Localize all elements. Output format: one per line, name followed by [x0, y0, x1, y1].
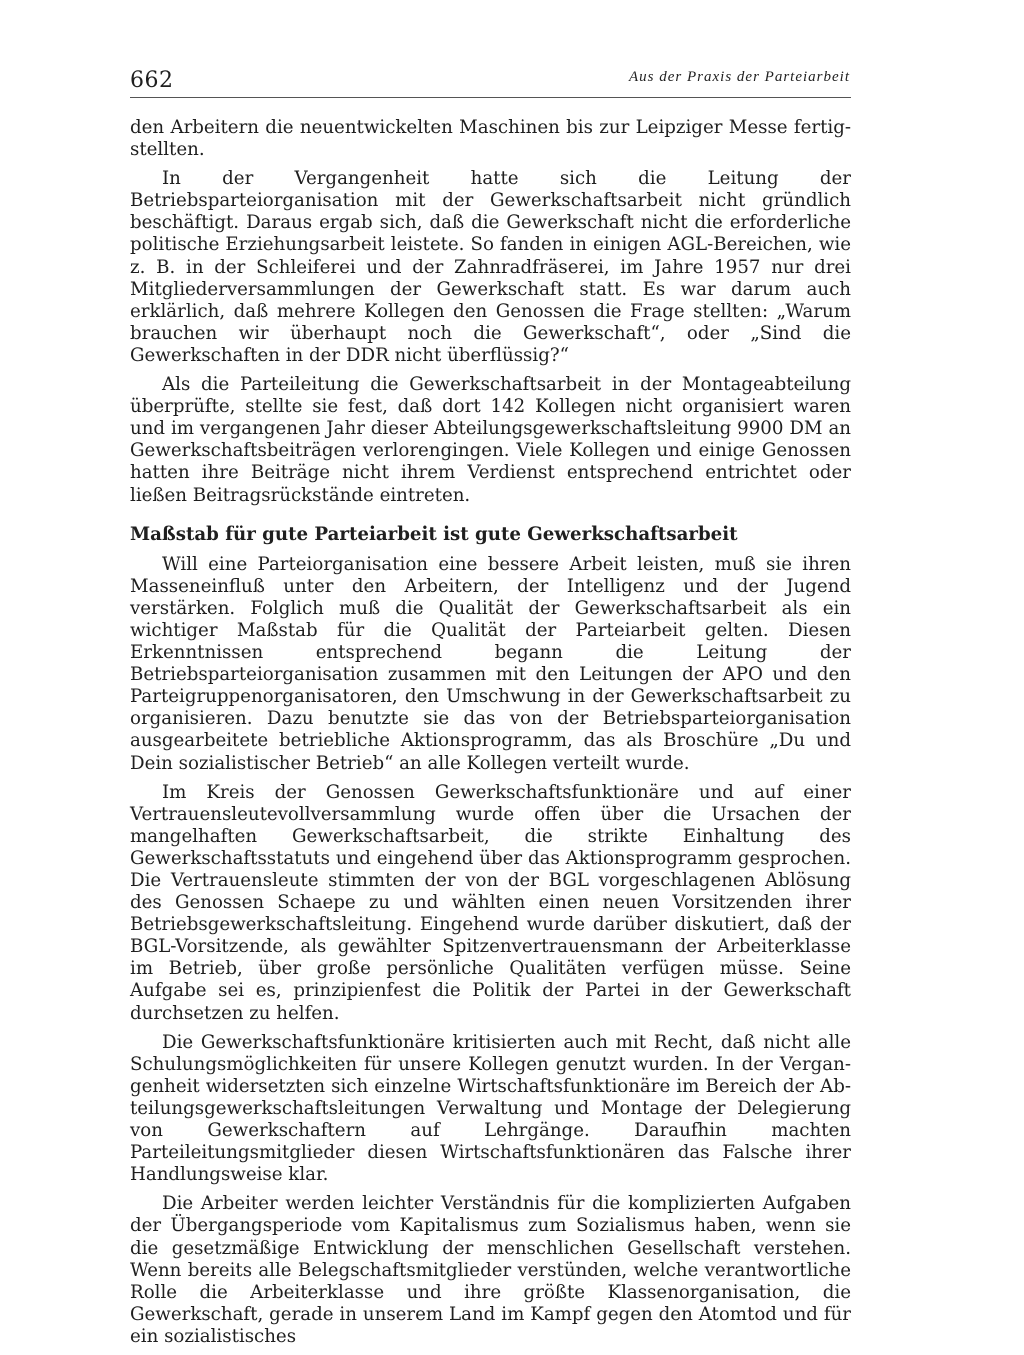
paragraph: den Arbeitern die neuentwickelten Maschinen bis zur Leipziger Messe fertigstellten.	[130, 117, 851, 161]
paragraph: Im Kreis der Genossen Gewerkschaftsfunktionäre und auf einer Vertrauensleutevollversammlung wurde offen über die Ursachen der mangelhaften Gewerkschaftsarbeit, die strikte Einhaltung des Gewerkschaftsstatuts und eingehend über das Aktionsprogramm gesprochen. Die Vertrauensleute stimmten der von der BGL vorgeschlagenen Ablösung des Genossen Schaepe zu und wählten einen neuen Vorsitzenden ihrer Betriebsgewerkschaftsleitung. Eingehend wurde darüber diskutiert, daß der BGL-Vorsitzende, als gewählter Spitzenvertrauensmann der Arbeiterklasse im Betrieb, über große persönliche Qualitäten verfügen müsse. Seine Aufgabe sei es, prinzipienfest die Politik der Partei in der Gewerkschaft durchsetzen zu helfen.	[130, 781, 851, 1024]
paragraph: Die Arbeiter werden leichter Verständnis für die komplizierten Aufgaben der Übergangsperiode vom Kapitalismus zum Sozialismus haben, wenn sie die gesetzmäßige Entwicklung der menschlichen Gesellschaft verstehen. Wenn bereits alle Belegschaftsmitglieder verstünden, welche verantwortliche Rolle die Arbeiterklasse und ihre größte Klassenorganisation, die Gewerkschaft, gerade in unserem Land im Kampf gegen den Atomtod und für ein sozialistisches	[130, 1193, 851, 1347]
body-text	[130, 117, 851, 1355]
paragraph: Will eine Parteiorganisation eine bessere Arbeit leisten, muß sie ihren Masseneinfluß unter den Arbeitern, der Intelligenz und der Jugend verstärken. Folglich muß die Qualität der Gewerkschaftsarbeit als ein wichtiger Maßstab für die Qualität der Parteiarbeit gelten. Diesen Erkenntnissen entsprechend begann die Leitung der Betriebsparteiorganisation zusammen mit den Leitungen der APO und den Parteigruppenorganisatoren, den Umschwung in der Gewerkschaftsarbeit zu organisieren. Dazu benutzte sie das von der Betriebsparteiorganisation ausgearbeitete betriebliche Aktionsprogramm, das als Broschüre „Du und Dein sozialistischer Betrieb“ an alle Kollegen verteilt wurde.	[130, 553, 851, 774]
paragraph: Als die Parteileitung die Gewerkschaftsarbeit in der Montageabteilung überprüfte, stellte sie fest, daß dort 142 Kollegen nicht organisiert waren und im vergangenen Jahr dieser Abteilungsgewerkschaftsleitung 9900 DM an Gewerkschaftsbeiträgen verlorengingen. Viele Kollegen und einige Genossen hatten ihre Beiträge nicht ihrem Verdienst entsprechend entrichtet oder ließen Beitragsrückstände eintreten.	[130, 374, 851, 506]
running-head: Aus der Praxis der Parteiarbeit	[629, 69, 850, 85]
header-rule	[130, 97, 851, 98]
paragraph: Die Gewerkschaftsfunktionäre kritisierten auch mit Recht, daß nicht alle Schulungsmöglichkeiten für unsere Kollegen genutzt wurden. In der Vergangenheit widersetzten sich einzelne Wirtschaftsfunktionäre im Bereich der Abteilungsgewerkschaftsleitungen Verwaltung und Montage der Delegierung von Gewerkschaftern auf Lehrgänge. Daraufhin machten Parteileitungsmitglieder diesen Wirtschaftsfunktionären das Falsche ihrer Handlungsweise klar.	[130, 1031, 851, 1186]
paragraph: In der Vergangenheit hatte sich die Leitung der Betriebsparteiorganisation mit der Gewerkschaftsarbeit nicht gründlich beschäftigt. Daraus ergab sich, daß die Gewerkschaft nicht die erforderliche politische Erziehungsarbeit leistete. So fanden in einigen AGL-Bereichen, wie z. B. in der Schleiferei und der Zahnradfräserei, im Jahre 1957 nur drei Mitgliederversammlungen der Gewerkschaft statt. Es war darum auch erklärlich, daß mehrere Kollegen den Genossen die Frage stellten: „Warum brauchen wir überhaupt noch die Gewerkschaft“, oder „Sind die Gewerkschaften in der DDR nicht überflüssig?“	[130, 168, 851, 366]
page-number: 662	[130, 68, 174, 93]
section-heading: Maßstab für gute Parteiarbeit ist gute Gewerkschaftsarbeit	[130, 523, 738, 545]
